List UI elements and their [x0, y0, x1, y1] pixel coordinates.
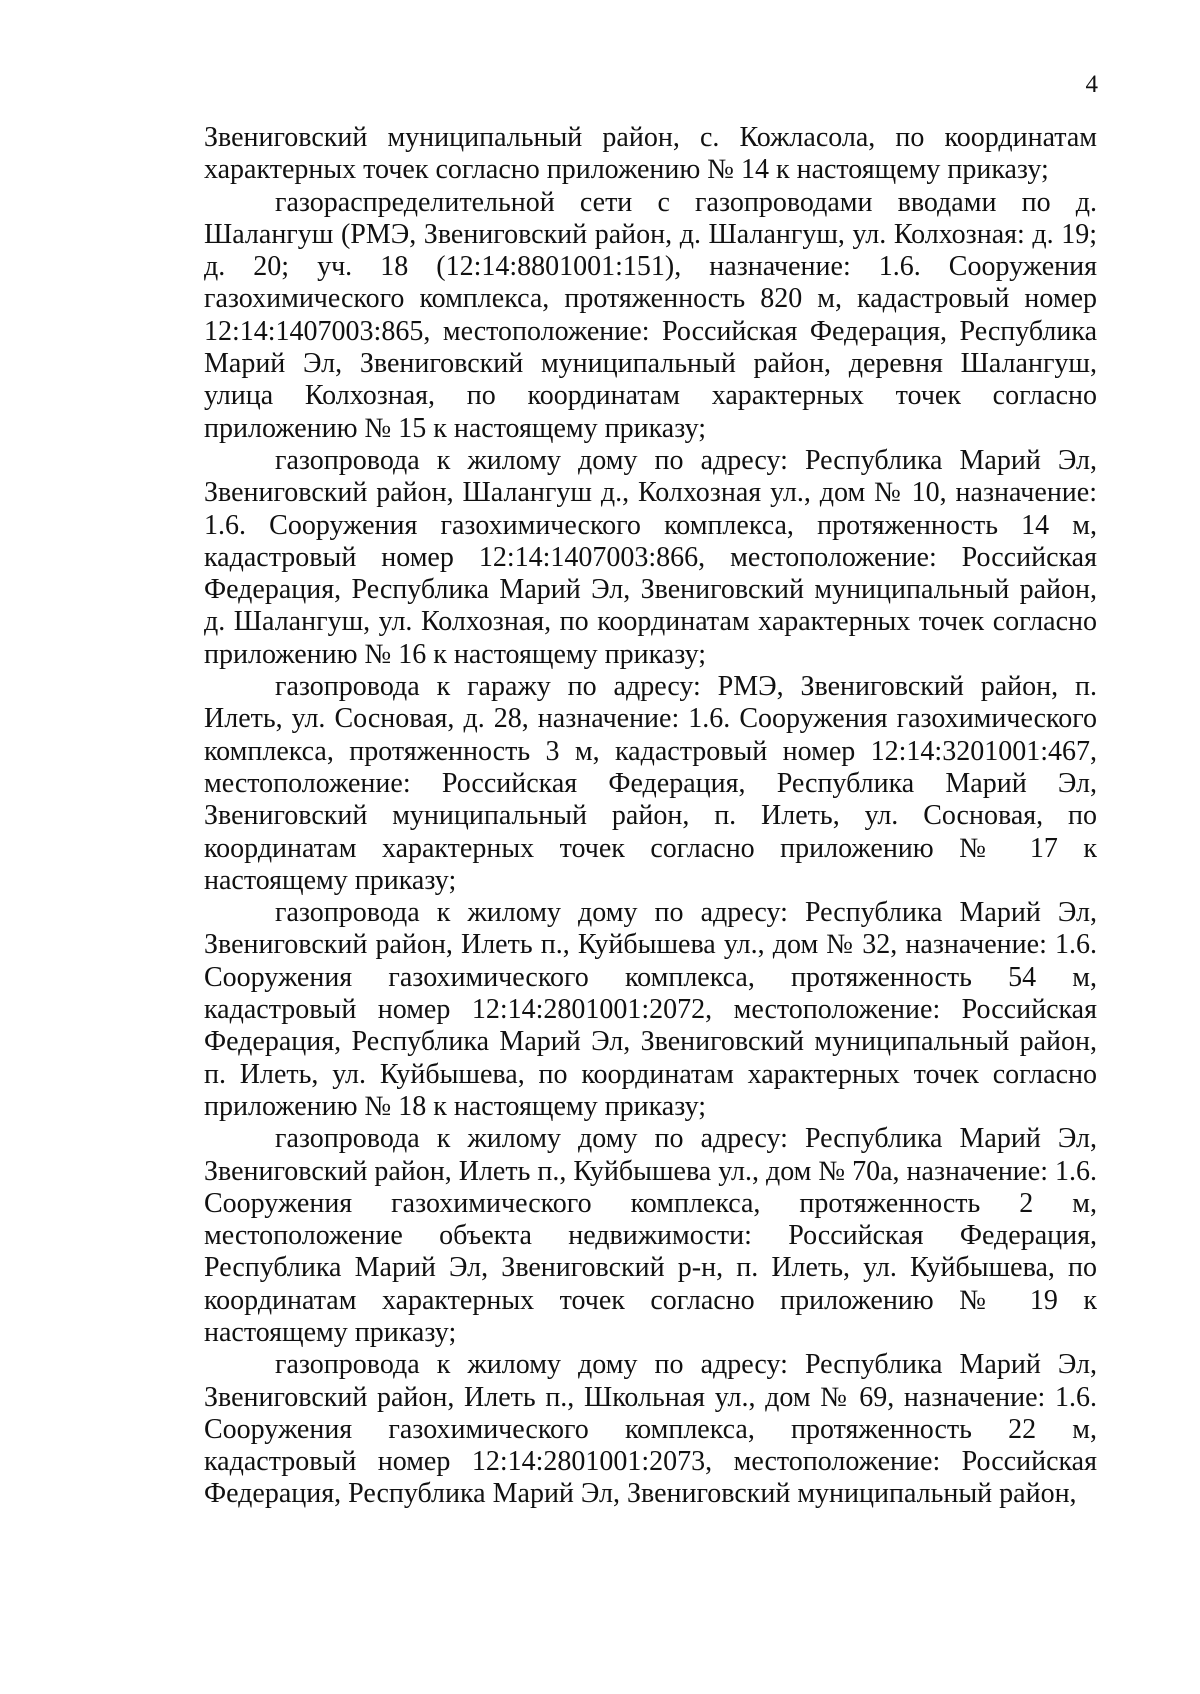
paragraph-gas-pipeline-kuybysheva-70a: газопровода к жилому дому по адресу: Республика Марий Эл, Звениговский район, Илеть п., Куйбышева ул., дом № 70а, назначение: 1.6. Сооружения газохимического комплекса, протяженность 2 м, местоположение объекта недвижимости: Российская Федерация, Республика Марий Эл, Звениговский р-н, п. Илеть, ул. Куйбышева, по координатам характерных точек согласно приложению № 19 к настоящему приказу; [204, 1123, 1097, 1348]
document-body [204, 122, 1097, 1511]
paragraph-gas-pipeline-kuybysheva-32: газопровода к жилому дому по адресу: Республика Марий Эл, Звениговский район, Илеть п., Куйбышева ул., дом № 32, назначение: 1.6. Сооружения газохимического комплекса, протяженность 54 м, кадастровый номер 12:14:2801001:2072, местоположение: Российская Федерация, Республика Марий Эл, Звениговский муниципальный район, п. Илеть, ул. Куйбышева, по координатам характерных точек согласно приложению № 18 к настоящему приказу; [204, 897, 1097, 1122]
page-number: 4 [1085, 71, 1098, 98]
paragraph-gas-pipeline-kolkhoznaya-10: газопровода к жилому дому по адресу: Республика Марий Эл, Звениговский район, Шалангуш д., Колхозная ул., дом № 10, назначение: 1.6. Сооружения газохимического комплекса, протяженность 14 м, кадастровый номер 12:14:1407003:866, местоположение: Российская Федерация, Республика Марий Эл, Звениговский муниципальный район, д. Шалангуш, ул. Колхозная, по координатам характерных точек согласно приложению № 16 к настоящему приказу; [204, 444, 1097, 670]
paragraph-gas-pipeline-garage-sosnovaya: газопровода к гаражу по адресу: РМЭ, Звениговский район, п. Илеть, ул. Сосновая, д. 28, назначение: 1.6. Сооружения газохимического комплекса, протяженность 3 м, кадастровый номер 12:14:3201001:467, местоположение: Российская Федерация, Республика Марий Эл, Звениговский муниципальный район, п. Илеть, ул. Сосновая, по координатам характерных точек согласно приложению № 17 к настоящему приказу; [204, 671, 1097, 896]
paragraph-gas-pipeline-shkolnaya-69: газопровода к жилому дому по адресу: Республика Марий Эл, Звениговский район, Илеть п., Школьная ул., дом № 69, назначение: 1.6. Сооружения газохимического комплекса, протяженность 22 м, кадастровый номер 12:14:2801001:2073, местоположение: Российская Федерация, Республика Марий Эл, Звениговский муниципальный район, [204, 1349, 1097, 1510]
paragraph-continued: Звениговский муниципальный район, с. Кожласола, по координатам характерных точек согласно приложению № 14 к настоящему приказу; [204, 122, 1097, 186]
paragraph-gas-network-shalangush: газораспределительной сети с газопроводами вводами по д. Шалангуш (РМЭ, Звениговский район, д. Шалангуш, ул. Колхозная: д. 19; д. 20; уч. 18 (12:14:8801001:151), назначение: 1.6. Сооружения газохимического комплекса, протяженность 820 м, кадастровый номер 12:14:1407003:865, местоположение: Российская Федерация, Республика Марий Эл, Звениговский муниципальный район, деревня Шалангуш, улица Колхозная, по координатам характерных точек согласно приложению № 15 к настоящему приказу; [204, 186, 1097, 444]
